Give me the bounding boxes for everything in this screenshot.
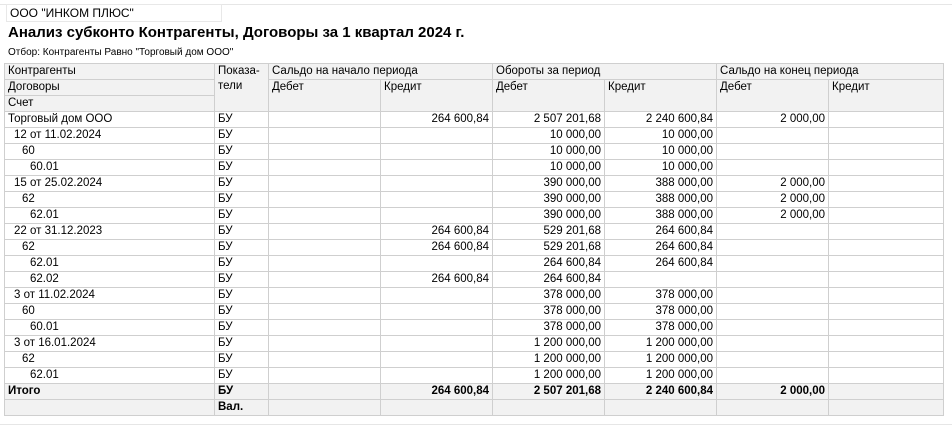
- cell-closing-credit: [829, 208, 944, 224]
- cell-turnover-debit: 390 000,00: [493, 192, 605, 208]
- cell-opening-credit: 264 600,84: [381, 240, 493, 256]
- cell-opening-credit: [381, 256, 493, 272]
- row-name: 62.01: [5, 256, 215, 272]
- cell-turnover-credit: 378 000,00: [605, 304, 717, 320]
- header-turnover[interactable]: Обороты за период: [493, 64, 717, 80]
- cell-closing-credit: [829, 224, 944, 240]
- row-name: 62.01: [5, 208, 215, 224]
- cell-opening-credit: 264 600,84: [381, 224, 493, 240]
- cell-turnover-credit: 264 600,84: [605, 224, 717, 240]
- row-name: 62: [5, 352, 215, 368]
- cell-opening-credit: [381, 336, 493, 352]
- table-row[interactable]: [5, 352, 944, 368]
- table-row[interactable]: [5, 288, 944, 304]
- cell-turnover-debit: 390 000,00: [493, 176, 605, 192]
- table-row[interactable]: [5, 304, 944, 320]
- cell-closing-credit: [829, 352, 944, 368]
- row-indicator: БУ: [215, 368, 269, 384]
- total-closing-debit: 2 000,00: [717, 384, 829, 400]
- cell-turnover-credit: 1 200 000,00: [605, 336, 717, 352]
- cell-closing-debit: [717, 288, 829, 304]
- header-turnover-credit[interactable]: Кредит: [605, 80, 717, 112]
- row-name: 60: [5, 144, 215, 160]
- header-opening-debit[interactable]: Дебет: [269, 80, 381, 112]
- row-name: 12 от 11.02.2024: [5, 128, 215, 144]
- cell-closing-credit: [829, 240, 944, 256]
- cell-opening-credit: [381, 368, 493, 384]
- report-title: Анализ субконто Контрагенты, Договоры за 1 квартал 2024 г.: [8, 24, 465, 41]
- row-indicator: БУ: [215, 208, 269, 224]
- total-currency-cell: [381, 400, 493, 416]
- cell-turnover-credit: 264 600,84: [605, 240, 717, 256]
- cell-closing-credit: [829, 288, 944, 304]
- cell-opening-credit: [381, 320, 493, 336]
- cell-turnover-credit: 1 200 000,00: [605, 352, 717, 368]
- table-row[interactable]: [5, 176, 944, 192]
- row-name: 62: [5, 192, 215, 208]
- cell-turnover-debit: 1 200 000,00: [493, 368, 605, 384]
- row-indicator: БУ: [215, 128, 269, 144]
- row-name: 60.01: [5, 160, 215, 176]
- cell-turnover-debit: 10 000,00: [493, 160, 605, 176]
- cell-closing-credit: [829, 304, 944, 320]
- total-indicator: БУ: [215, 384, 269, 400]
- cell-turnover-debit: 529 201,68: [493, 224, 605, 240]
- cell-turnover-credit: 388 000,00: [605, 192, 717, 208]
- cell-opening-credit: [381, 288, 493, 304]
- cell-turnover-credit: [605, 272, 717, 288]
- cell-opening-credit: [381, 304, 493, 320]
- cell-closing-debit: [717, 128, 829, 144]
- cell-turnover-credit: 10 000,00: [605, 128, 717, 144]
- total-currency-cell: [717, 400, 829, 416]
- cell-closing-debit: [717, 368, 829, 384]
- cell-opening-debit: [269, 144, 381, 160]
- table-row[interactable]: [5, 336, 944, 352]
- cell-closing-credit: [829, 144, 944, 160]
- cell-closing-debit: 2 000,00: [717, 192, 829, 208]
- cell-closing-debit: [717, 304, 829, 320]
- row-indicator: БУ: [215, 272, 269, 288]
- cell-opening-credit: [381, 192, 493, 208]
- row-indicator: БУ: [215, 336, 269, 352]
- cell-closing-credit: [829, 256, 944, 272]
- row-name: Торговый дом ООО: [5, 112, 215, 128]
- table-row[interactable]: [5, 192, 944, 208]
- cell-opening-debit: [269, 160, 381, 176]
- report-filter: Отбор: Контрагенты Равно "Торговый дом ООО": [8, 47, 234, 58]
- cell-opening-credit: [381, 160, 493, 176]
- bottom-border: [0, 424, 952, 425]
- table-footer: [5, 384, 944, 416]
- total-currency-cell: [605, 400, 717, 416]
- total-currency-row[interactable]: [5, 400, 944, 416]
- row-name: 60.01: [5, 320, 215, 336]
- row-name: 60: [5, 304, 215, 320]
- cell-opening-debit: [269, 336, 381, 352]
- cell-turnover-credit: 378 000,00: [605, 288, 717, 304]
- cell-turnover-debit: 264 600,84: [493, 256, 605, 272]
- header-account[interactable]: Счет: [5, 96, 215, 112]
- cell-closing-debit: [717, 160, 829, 176]
- total-currency-blank: [5, 400, 215, 416]
- cell-opening-credit: [381, 352, 493, 368]
- header-indicators[interactable]: Показа- тели: [215, 64, 269, 112]
- cell-opening-debit: [269, 192, 381, 208]
- table-row[interactable]: [5, 256, 944, 272]
- cell-turnover-credit: 378 000,00: [605, 320, 717, 336]
- cell-opening-credit: [381, 144, 493, 160]
- cell-closing-debit: [717, 240, 829, 256]
- cell-opening-debit: [269, 304, 381, 320]
- cell-closing-credit: [829, 192, 944, 208]
- table-row[interactable]: [5, 128, 944, 144]
- cell-opening-debit: [269, 128, 381, 144]
- cell-opening-debit: [269, 112, 381, 128]
- cell-turnover-credit: 10 000,00: [605, 160, 717, 176]
- cell-closing-debit: [717, 256, 829, 272]
- row-name: 3 от 16.01.2024: [5, 336, 215, 352]
- header-closing-credit[interactable]: Кредит: [829, 80, 944, 112]
- cell-turnover-debit: 10 000,00: [493, 144, 605, 160]
- cell-turnover-credit: 2 240 600,84: [605, 112, 717, 128]
- total-currency-cell: [269, 400, 381, 416]
- table-row[interactable]: [5, 208, 944, 224]
- cell-turnover-debit: 1 200 000,00: [493, 336, 605, 352]
- cell-closing-credit: [829, 128, 944, 144]
- cell-opening-debit: [269, 176, 381, 192]
- cell-turnover-debit: 390 000,00: [493, 208, 605, 224]
- table-body: [5, 112, 944, 384]
- total-opening-debit: [269, 384, 381, 400]
- cell-turnover-credit: 1 200 000,00: [605, 368, 717, 384]
- table-row[interactable]: [5, 272, 944, 288]
- cell-closing-credit: [829, 336, 944, 352]
- row-name: 22 от 31.12.2023: [5, 224, 215, 240]
- total-currency-cell: [829, 400, 944, 416]
- cell-opening-debit: [269, 320, 381, 336]
- cell-opening-debit: [269, 352, 381, 368]
- cell-closing-debit: [717, 320, 829, 336]
- table-row[interactable]: [5, 368, 944, 384]
- row-indicator: БУ: [215, 144, 269, 160]
- cell-turnover-credit: 388 000,00: [605, 208, 717, 224]
- table-row[interactable]: [5, 144, 944, 160]
- row-name: 15 от 25.02.2024: [5, 176, 215, 192]
- cell-closing-credit: [829, 176, 944, 192]
- row-name: 62.02: [5, 272, 215, 288]
- cell-opening-debit: [269, 208, 381, 224]
- cell-closing-debit: [717, 336, 829, 352]
- cell-opening-debit: [269, 256, 381, 272]
- header-counterparties[interactable]: Контрагенты: [5, 64, 215, 80]
- cell-closing-debit: 2 000,00: [717, 112, 829, 128]
- header-opening-credit[interactable]: Кредит: [381, 80, 493, 112]
- table-row[interactable]: [5, 160, 944, 176]
- row-indicator: БУ: [215, 288, 269, 304]
- cell-turnover-credit: 10 000,00: [605, 144, 717, 160]
- cell-turnover-debit: 529 201,68: [493, 240, 605, 256]
- total-closing-credit: [829, 384, 944, 400]
- cell-opening-debit: [269, 288, 381, 304]
- cell-turnover-debit: 1 200 000,00: [493, 352, 605, 368]
- total-turnover-debit: 2 507 201,68: [493, 384, 605, 400]
- row-indicator: БУ: [215, 224, 269, 240]
- row-indicator: БУ: [215, 256, 269, 272]
- cell-turnover-debit: 264 600,84: [493, 272, 605, 288]
- cell-opening-debit: [269, 272, 381, 288]
- cell-closing-credit: [829, 160, 944, 176]
- cell-closing-debit: 2 000,00: [717, 208, 829, 224]
- cell-opening-credit: [381, 208, 493, 224]
- total-currency-cell: [493, 400, 605, 416]
- cell-turnover-debit: 378 000,00: [493, 288, 605, 304]
- cell-turnover-credit: 264 600,84: [605, 256, 717, 272]
- cell-closing-debit: [717, 352, 829, 368]
- cell-turnover-debit: 378 000,00: [493, 304, 605, 320]
- row-indicator: БУ: [215, 320, 269, 336]
- cell-opening-credit: 264 600,84: [381, 272, 493, 288]
- cell-opening-credit: [381, 176, 493, 192]
- table-row[interactable]: [5, 224, 944, 240]
- header-contracts[interactable]: Договоры: [5, 80, 215, 96]
- organization-name: ООО "ИНКОМ ПЛЮС": [6, 4, 222, 22]
- cell-turnover-debit: 10 000,00: [493, 128, 605, 144]
- row-indicator: БУ: [215, 192, 269, 208]
- cell-turnover-debit: 378 000,00: [493, 320, 605, 336]
- cell-closing-credit: [829, 112, 944, 128]
- table-row[interactable]: [5, 112, 944, 128]
- header-closing-balance[interactable]: Сальдо на конец периода: [717, 64, 944, 80]
- row-indicator: БУ: [215, 352, 269, 368]
- row-name: 3 от 11.02.2024: [5, 288, 215, 304]
- cell-closing-credit: [829, 272, 944, 288]
- header-closing-debit[interactable]: Дебет: [717, 80, 829, 112]
- cell-opening-credit: 264 600,84: [381, 112, 493, 128]
- total-label: Итого: [5, 384, 215, 400]
- table-header: [5, 64, 944, 112]
- cell-turnover-credit: 388 000,00: [605, 176, 717, 192]
- total-turnover-credit: 2 240 600,84: [605, 384, 717, 400]
- table-row[interactable]: [5, 240, 944, 256]
- cell-closing-debit: [717, 272, 829, 288]
- table-row[interactable]: [5, 320, 944, 336]
- cell-closing-debit: [717, 144, 829, 160]
- cell-opening-debit: [269, 368, 381, 384]
- cell-closing-debit: [717, 224, 829, 240]
- total-currency-indicator: Вал.: [215, 400, 269, 416]
- cell-closing-credit: [829, 368, 944, 384]
- row-indicator: БУ: [215, 160, 269, 176]
- header-turnover-debit[interactable]: Дебет: [493, 80, 605, 112]
- cell-closing-credit: [829, 320, 944, 336]
- report-table: [4, 63, 944, 416]
- total-row[interactable]: [5, 384, 944, 400]
- cell-opening-debit: [269, 224, 381, 240]
- row-indicator: БУ: [215, 304, 269, 320]
- row-name: 62: [5, 240, 215, 256]
- row-indicator: БУ: [215, 176, 269, 192]
- header-opening-balance[interactable]: Сальдо на начало периода: [269, 64, 493, 80]
- cell-closing-debit: 2 000,00: [717, 176, 829, 192]
- cell-turnover-debit: 2 507 201,68: [493, 112, 605, 128]
- cell-opening-debit: [269, 240, 381, 256]
- row-indicator: БУ: [215, 112, 269, 128]
- cell-opening-credit: [381, 128, 493, 144]
- row-indicator: БУ: [215, 240, 269, 256]
- total-opening-credit: 264 600,84: [381, 384, 493, 400]
- row-name: 62.01: [5, 368, 215, 384]
